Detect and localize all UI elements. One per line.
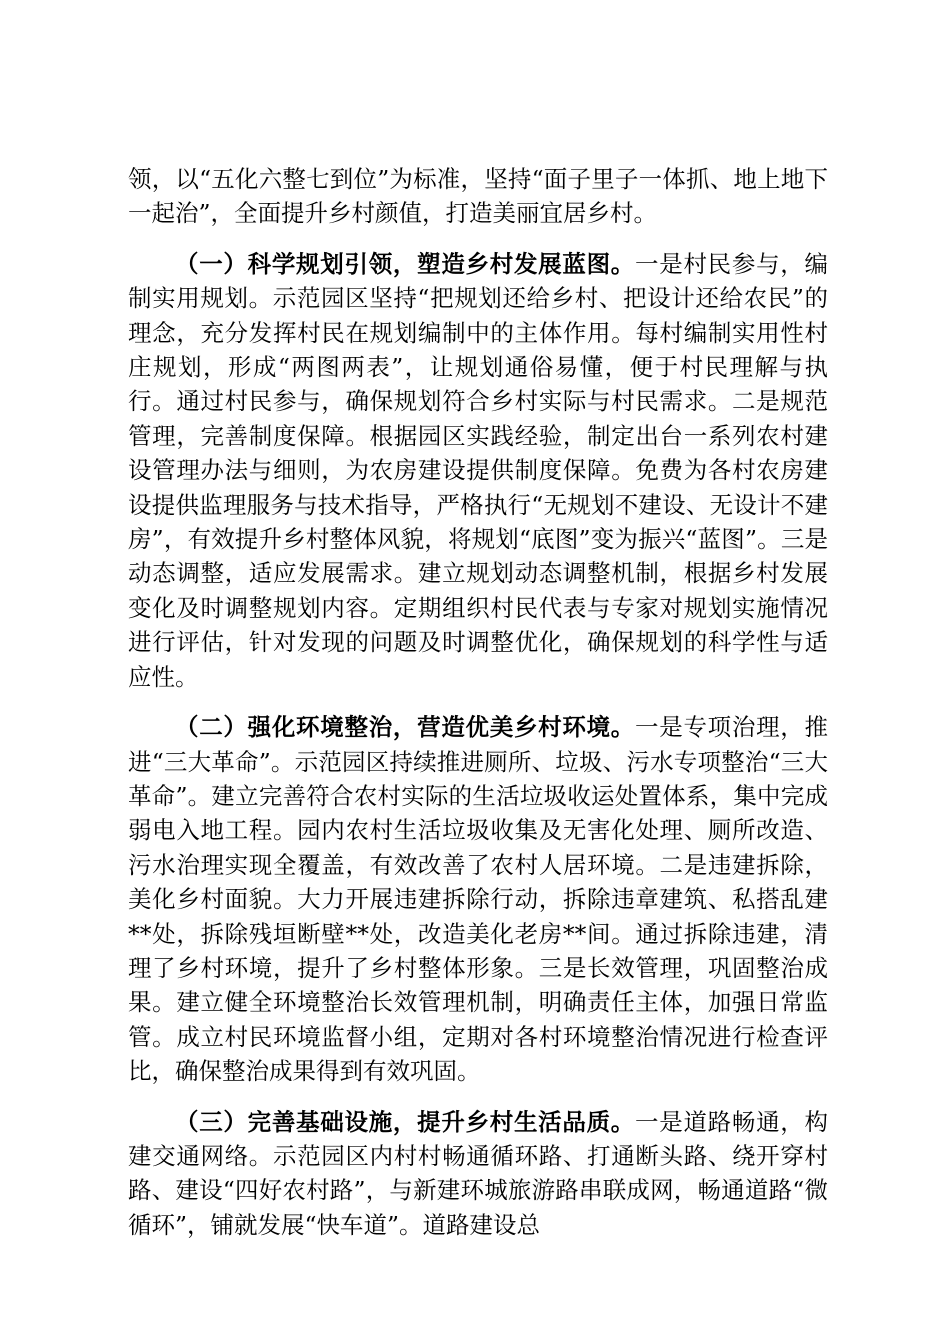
paragraph-planning — [128, 247, 828, 694]
paragraph-intro — [128, 162, 828, 231]
paragraph-body-environment: 一是专项治理，推进“三大革命”。示范园区持续推进厕所、垃圾、污水专项整治“三大革命”。建立完善符合农村实际的生活垃圾收运处置体系，集中完成弱电入地工程。园内农村生活垃圾收集及无害化处理、厕所改造、污水治理实现全覆盖，有效改善了农村人居环境。二是违建拆除，美化乡村面貌。大力开展违建拆除行动，拆除违章建筑、私搭乱建**处，拆除残垣断壁**处，改造美化老房**间。通过拆除违建，清理了乡村环境，提升了乡村整体形象。三是长效管理，巩固整治成果。建立健全环境整治长效管理机制，明确责任主体，加强日常监管。成立村民环境监督小组，定期对各村环境整治情况进行检查评比，确保整治成果得到有效巩固。 — [128, 713, 829, 1086]
paragraph-heading-planning: （一）科学规划引领，塑造乡村发展蓝图。 — [175, 249, 636, 278]
paragraph-environment — [128, 710, 828, 1088]
paragraph-infrastructure — [128, 1105, 828, 1243]
paragraph-body-planning: 一是村民参与，编制实用规划。示范园区坚持“把规划还给乡村、把设计还给农民”的理念，充分发挥村民在规划编制中的主体作用。每村编制实用性村庄规划，形成“两图两表”，让规划通俗易懂，便于村民理解与执行。通过村民参与，确保规划符合乡村实际与村民需求。二是规范管理，完善制度保障。根据园区实践经验，制定出台一系列农村建设管理办法与细则，为农房建设提供制度保障。免费为各村农房建设提供监理服务与技术指导，严格执行“无规划不建设、无设计不建房”，有效提升乡村整体风貌，将规划“底图”变为振兴“蓝图”。三是动态调整，适应发展需求。建立规划动态调整机制，根据乡村发展变化及时调整规划内容。定期组织村民代表与专家对规划实施情况进行评估，针对发现的问题及时调整优化，确保规划的科学性与适应性。 — [128, 249, 829, 691]
paragraph-body-infrastructure: 一是道路畅通，构建交通网络。示范园区内村村畅通循环路、打通断头路、绕开穿村路、建设“四好农村路”，与新建环城旅游路串联成网，畅通道路“微循环”，铺就发展“快车道”。道路建设总 — [128, 1107, 829, 1239]
paragraph-body: 领，以“五化六整七到位”为标准，坚持“面子里子一体抓、地上地下一起治”，全面提升乡村颜值，打造美丽宜居乡村。 — [128, 165, 828, 228]
document-page — [128, 162, 828, 1258]
paragraph-heading-infrastructure: （三）完善基础设施，提升乡村生活品质。 — [175, 1107, 636, 1136]
paragraph-heading-environment: （二）强化环境整治，营造优美乡村环境。 — [175, 713, 636, 742]
